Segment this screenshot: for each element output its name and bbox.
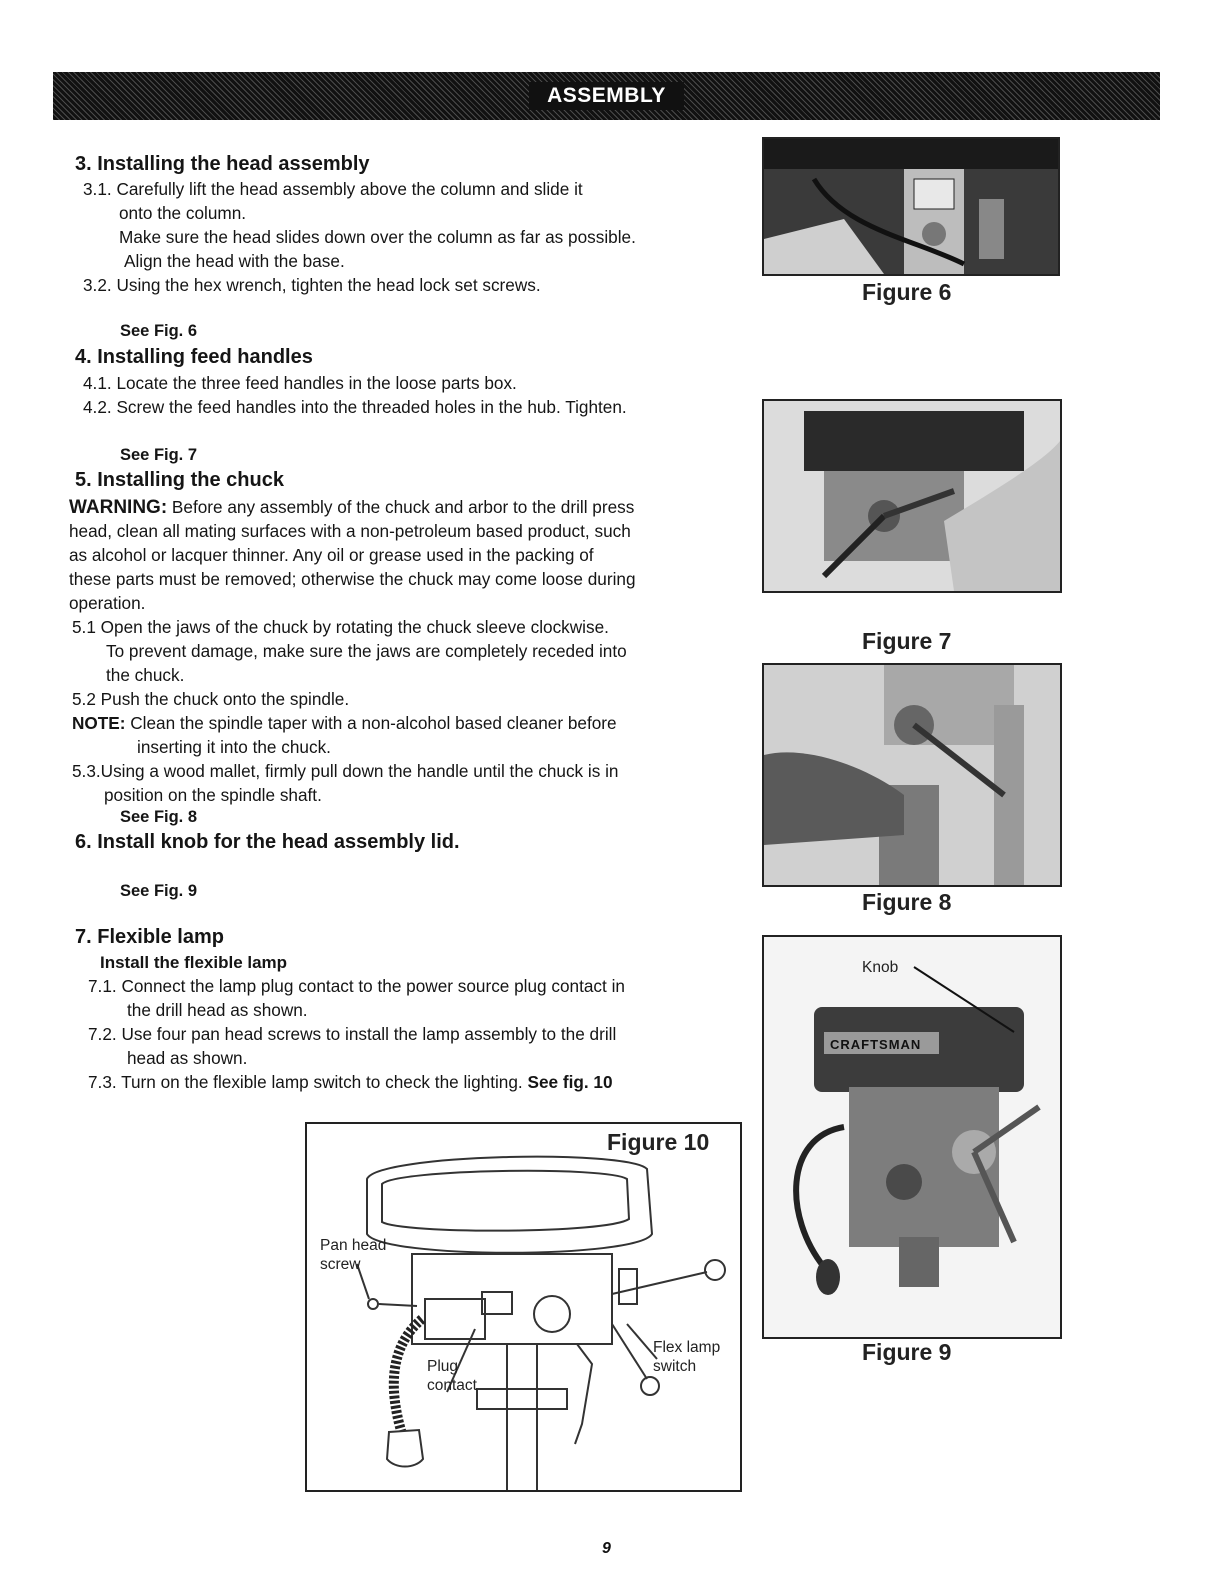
see-fig-7: See Fig. 7: [120, 446, 198, 464]
warning-text1: Before any assembly of the chuck and arbor to the drill press: [167, 497, 635, 517]
figure-9-photo: [762, 935, 1062, 1339]
chuck-install-photo: [764, 665, 1060, 885]
step-7-3: [88, 1071, 613, 1095]
figure-10-plug-line1: Plug: [427, 1358, 459, 1375]
see-fig-9: See Fig. 9: [120, 882, 198, 900]
figure-9-brand-label: CRAFTSMAN: [830, 1037, 922, 1052]
figure-10-pan-head-line1: Pan head: [320, 1237, 387, 1254]
figure-10-flex-label: [653, 1338, 720, 1376]
step-5-1-line1: 5.1 Open the jaws of the chuck by rotating the chuck sleeve clockwise.: [72, 617, 609, 637]
heading-head-assembly: 3. Installing the head assembly: [75, 153, 370, 175]
step-5-3-line1: 5.3.Using a wood mallet, firmly pull down the handle until the chuck is in: [72, 761, 619, 781]
figure-7-caption: Figure 7: [862, 628, 952, 654]
warning-line1: [69, 496, 634, 520]
figure-10-diagram: [305, 1122, 742, 1492]
subheading-install-lamp: Install the flexible lamp: [100, 953, 288, 972]
heading-flexible-lamp: 7. Flexible lamp: [75, 926, 224, 948]
step-5-3-line2: position on the spindle shaft.: [104, 785, 322, 805]
step-3-1-line1: 3.1. Carefully lift the head assembly above the column and slide it: [83, 179, 583, 199]
warning-line2: head, clean all mating surfaces with a non-petroleum based product, such: [69, 521, 631, 541]
figure-10-plug-line2: contact: [427, 1377, 477, 1394]
figure-9-knob-label: Knob: [862, 959, 899, 976]
step-3-1-line4: Align the head with the base.: [124, 251, 345, 271]
warning-label: WARNING:: [69, 497, 168, 518]
warning-line4: these parts must be removed; otherwise the chuck may come loose during: [69, 569, 636, 589]
drill-press-lamp-diagram: [307, 1124, 740, 1490]
figure-10-pan-head-line2: screw: [320, 1256, 361, 1273]
figure-8-caption: Figure 8: [862, 889, 952, 915]
figure-10-pan-head-label: [320, 1236, 386, 1274]
figure-6-photo: [762, 137, 1060, 276]
feed-handles-photo: [764, 401, 1060, 591]
note-label: NOTE:: [72, 713, 126, 733]
heading-chuck: 5. Installing the chuck: [75, 469, 284, 491]
note-line1: [72, 712, 617, 736]
figure-7-photo: [762, 399, 1062, 593]
note-text1: Clean the spindle taper with a non-alcohol based cleaner before: [125, 713, 617, 733]
figure-10-plug-label: [427, 1357, 477, 1395]
step-5-2: 5.2 Push the chuck onto the spindle.: [72, 689, 350, 709]
heading-feed-handles: 4. Installing feed handles: [75, 346, 313, 368]
step-7-2-line2: head as shown.: [127, 1048, 248, 1068]
step-4-1: 4.1. Locate the three feed handles in the loose parts box.: [83, 373, 517, 393]
page-number: 9: [602, 1540, 611, 1557]
figure-10-caption: Figure 10: [607, 1129, 710, 1155]
figure-10-flex-line2: switch: [653, 1358, 697, 1375]
figure-10-flex-line1: Flex lamp: [653, 1339, 721, 1356]
note-line2: inserting it into the chuck.: [137, 737, 331, 757]
figure-8-photo: [762, 663, 1062, 887]
step-3-1-line3: Make sure the head slides down over the column as far as possible.: [119, 227, 636, 247]
step-3-1-line2: onto the column.: [119, 203, 247, 223]
step-5-1-line3: the chuck.: [106, 665, 185, 685]
section-title: ASSEMBLY: [529, 82, 684, 110]
heading-knob: 6. Install knob for the head assembly lid.: [75, 831, 460, 853]
warning-line5: operation.: [69, 593, 146, 613]
figure-6-caption: Figure 6: [862, 279, 952, 305]
warning-line3: as alcohol or lacquer thinner. Any oil or grease used in the packing of: [69, 545, 594, 565]
step-7-1-line2: the drill head as shown.: [127, 1000, 308, 1020]
step-7-3-text: 7.3. Turn on the flexible lamp switch to check the lighting.: [88, 1072, 528, 1092]
see-fig-8: See Fig. 8: [120, 808, 198, 826]
step-4-2: 4.2. Screw the feed handles into the threaded holes in the hub. Tighten.: [83, 397, 627, 417]
head-assembly-knob-photo: [764, 937, 1060, 1337]
section-banner: [53, 72, 1160, 120]
step-3-2: 3.2. Using the hex wrench, tighten the head lock set screws.: [83, 275, 541, 295]
step-7-2-line1: 7.2. Use four pan head screws to install the lamp assembly to the drill: [88, 1024, 617, 1044]
see-fig-10: See fig. 10: [527, 1072, 613, 1092]
step-5-1-line2: To prevent damage, make sure the jaws are completely receded into: [106, 641, 627, 661]
figure-9-caption: Figure 9: [862, 1339, 952, 1365]
step-7-1-line1: 7.1. Connect the lamp plug contact to the power source plug contact in: [88, 976, 625, 996]
drill-head-column-photo: [764, 139, 1058, 274]
see-fig-6: See Fig. 6: [120, 322, 198, 340]
